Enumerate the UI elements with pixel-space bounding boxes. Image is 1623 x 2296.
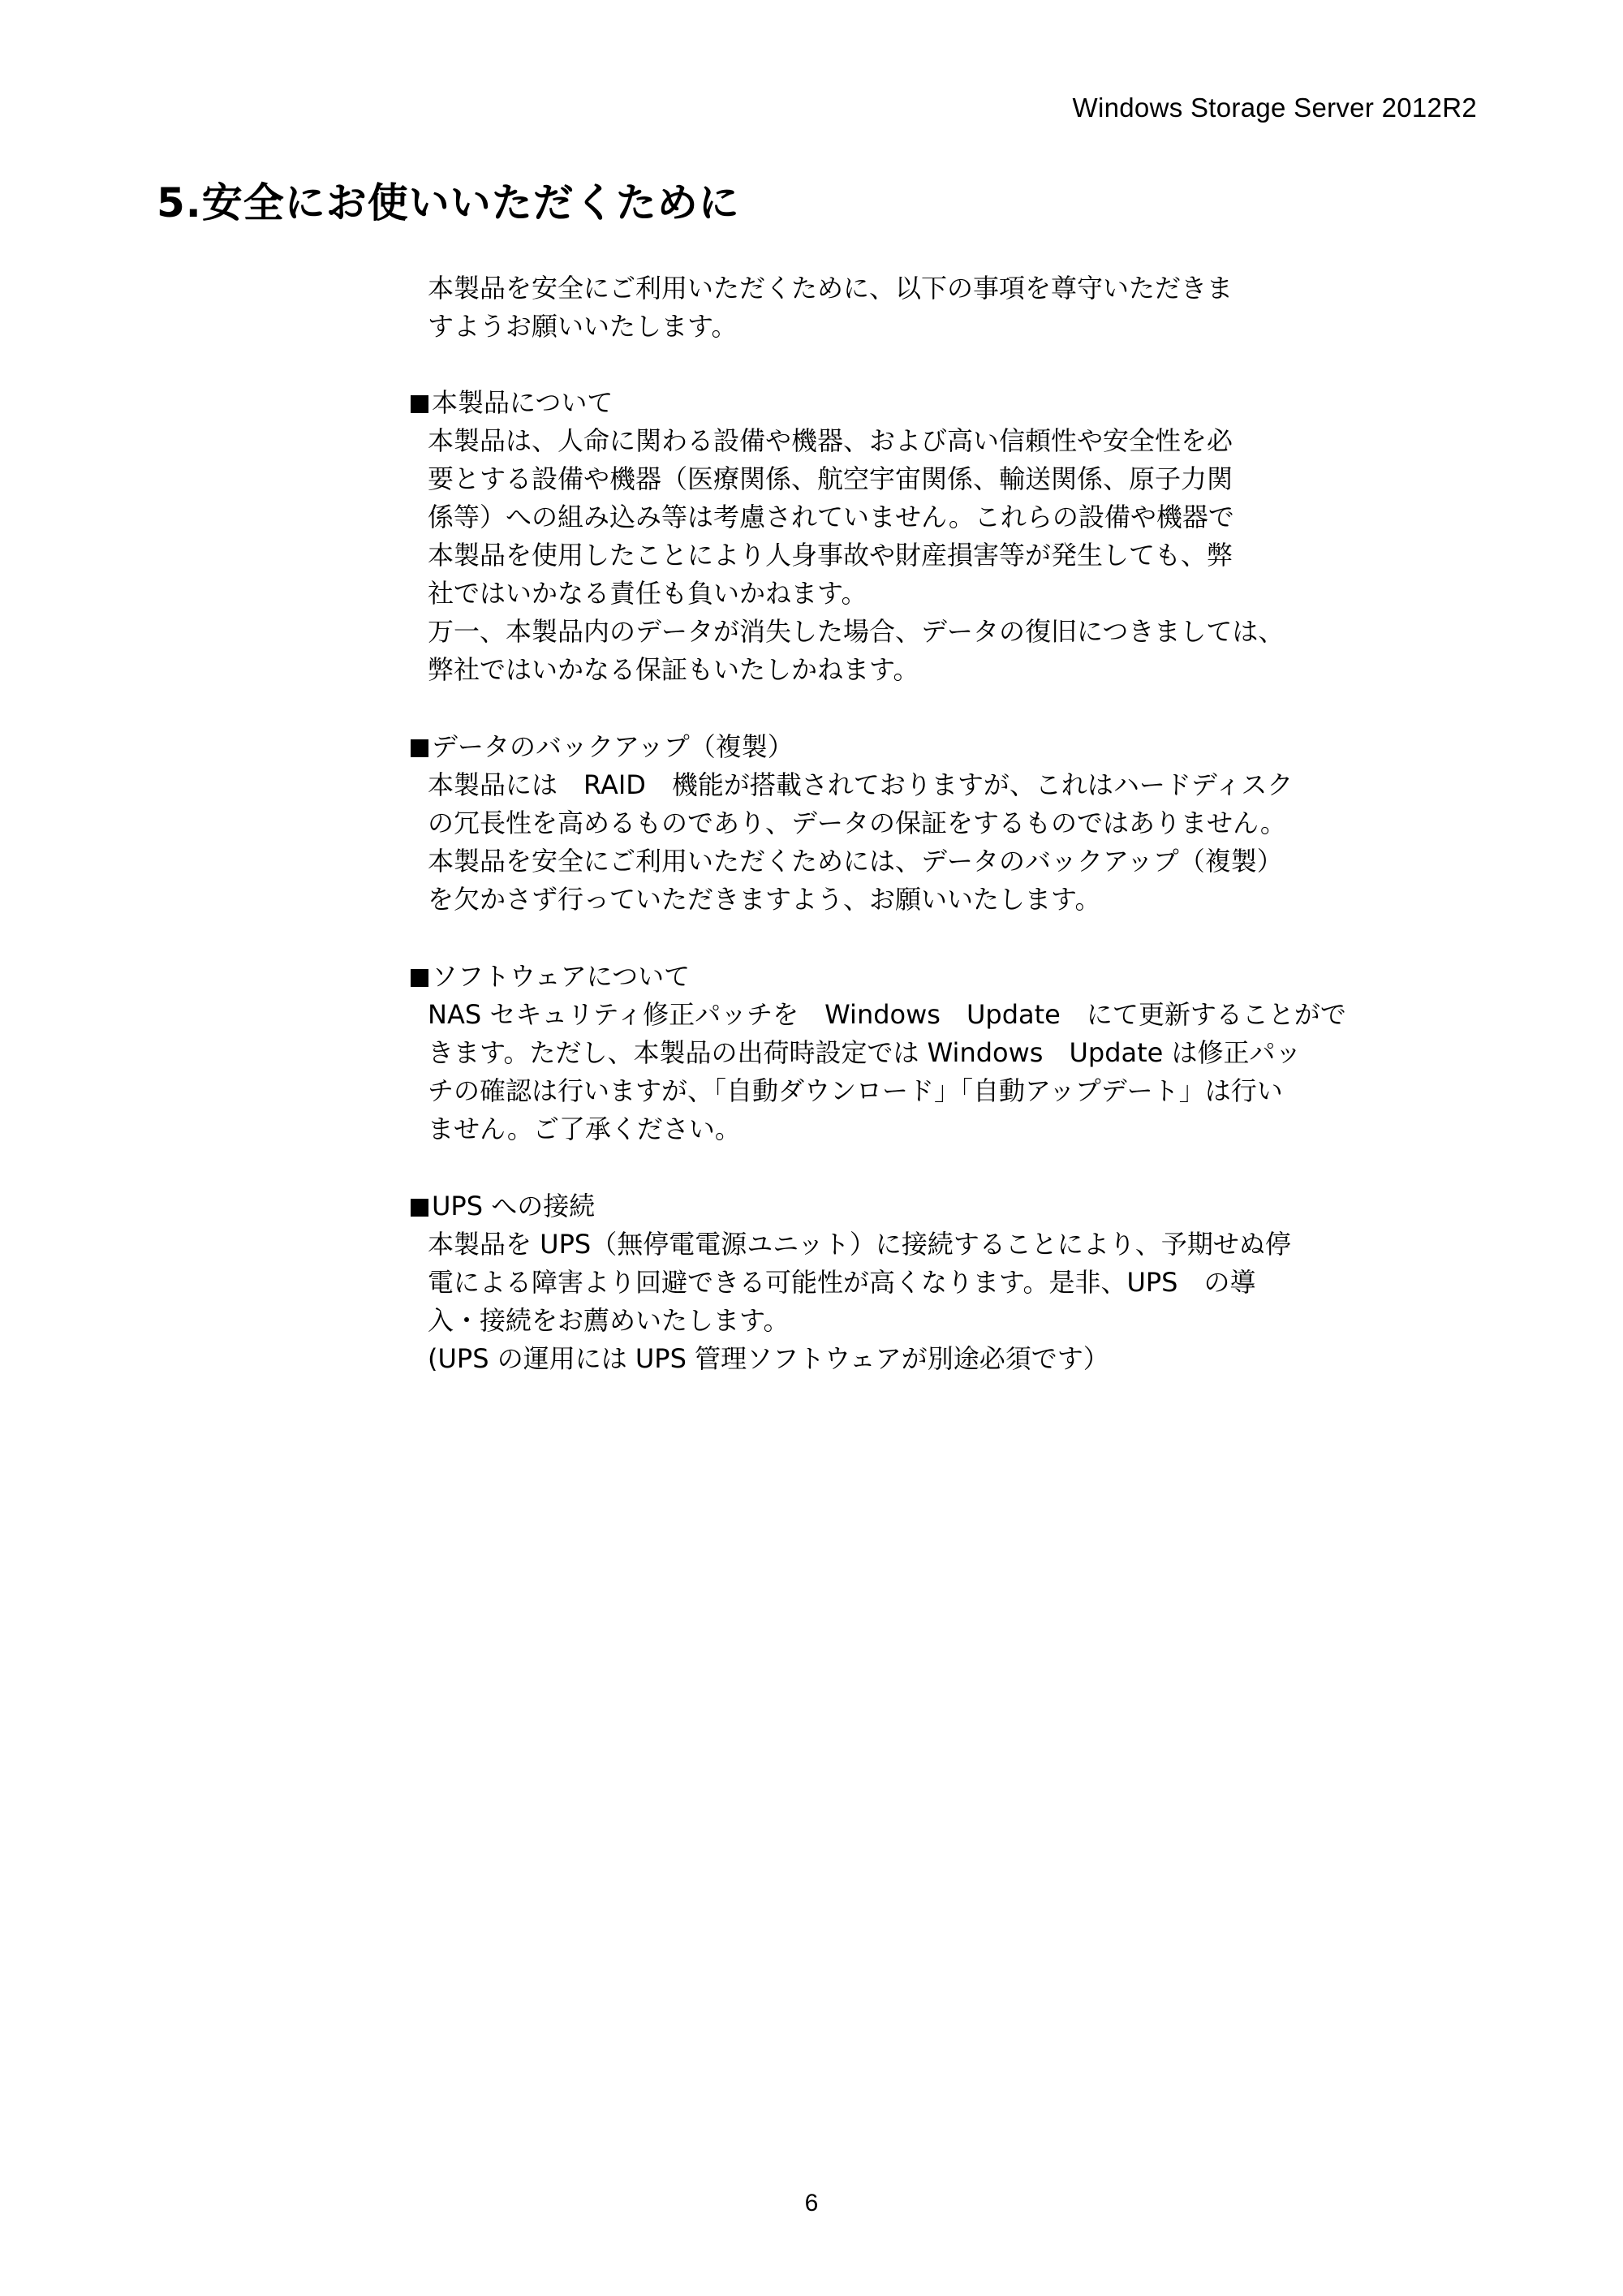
- paragraph-line: きます。ただし、本製品の出荷時設定では Windows Update は修正パッ: [428, 1037, 1302, 1068]
- paragraph-line: 本製品を安全にご利用いただくためには、データのバックアップ（複製）: [428, 846, 1283, 877]
- paragraph-line: を欠かさず行っていただきますよう、お願いいたします。: [428, 884, 1101, 915]
- paragraph-line: 本製品は、人命に関わる設備や機器、および高い信頼性や安全性を必: [428, 425, 1233, 456]
- black-square-bullet-icon: [411, 395, 428, 413]
- paragraph-line: 本製品には RAID 機能が搭載されておりますが、これはハードディスク: [428, 769, 1294, 800]
- section-heading: [411, 728, 1287, 766]
- paragraph-line: 本製品を UPS（無停電電源ユニット）に接続することにより、予期せぬ停: [428, 1229, 1291, 1260]
- section-product: [411, 384, 1287, 689]
- intro-line: すようお願いいたします。: [428, 311, 738, 342]
- section-heading: [411, 1187, 1287, 1226]
- page-number: 6: [804, 2190, 819, 2216]
- product-name: Windows Storage Server 2012R2: [1072, 93, 1477, 123]
- paragraph-line: 係等）への組み込み等は考慮されていません。これらの設備や機器で: [428, 502, 1234, 532]
- paragraph-line: 電による障害より回避できる可能性が高くなります。是非、UPS の導: [428, 1267, 1256, 1298]
- intro-paragraph: [411, 269, 1287, 346]
- paragraph-line: 要とする設備や機器（医療関係、航空宇宙関係、輸送関係、原子力関: [428, 463, 1233, 494]
- paragraph-line: の冗長性を高めるものであり、データの保証をするものではありません。: [428, 808, 1286, 838]
- section-software: [411, 958, 1346, 1148]
- paragraph-line: 入・接続をお薦めいたします。: [428, 1305, 790, 1336]
- page-title: 5.安全にお使いいただくために: [157, 179, 740, 226]
- black-square-bullet-icon: [411, 969, 428, 987]
- section-heading-text: 本製品について: [432, 387, 613, 418]
- section-backup: [411, 728, 1294, 919]
- black-square-bullet-icon: [411, 1199, 428, 1217]
- black-square-bullet-icon: [411, 739, 428, 757]
- paragraph-line: 弊社ではいかなる保証もいたしかねます。: [428, 654, 919, 685]
- paragraph-line: 万一、本製品内のデータが消失した場合、データの復旧につきましては、: [428, 616, 1285, 647]
- section-heading: [411, 384, 1287, 422]
- paragraph-line: 社ではいかなる責任も負いかねます。: [428, 578, 867, 609]
- paragraph-line: 本製品を使用したことにより人身事故や財産損害等が発生しても、弊: [428, 540, 1233, 571]
- section-heading-text: ソフトウェアについて: [432, 961, 691, 992]
- intro-line: 本製品を安全にご利用いただくために、以下の事項を尊守いただきま: [428, 273, 1233, 304]
- paragraph-line: チの確認は行いますが、「自動ダウンロード」「自動アップデート」は行い: [428, 1075, 1283, 1106]
- section-heading-text: データのバックアップ（複製）: [432, 731, 794, 762]
- paragraph-line: NAS セキュリティ修正パッチを Windows Update にて更新することがで: [428, 999, 1346, 1030]
- section-ups: [411, 1187, 1291, 1378]
- paragraph-line: (UPS の運用には UPS 管理ソフトウェアが別途必須です）: [428, 1343, 1109, 1374]
- section-heading: [411, 958, 1287, 996]
- paragraph-line: ません。ご了承ください。: [428, 1114, 741, 1144]
- section-heading-text: UPS への接続: [432, 1191, 596, 1221]
- document-body: [411, 269, 1346, 1417]
